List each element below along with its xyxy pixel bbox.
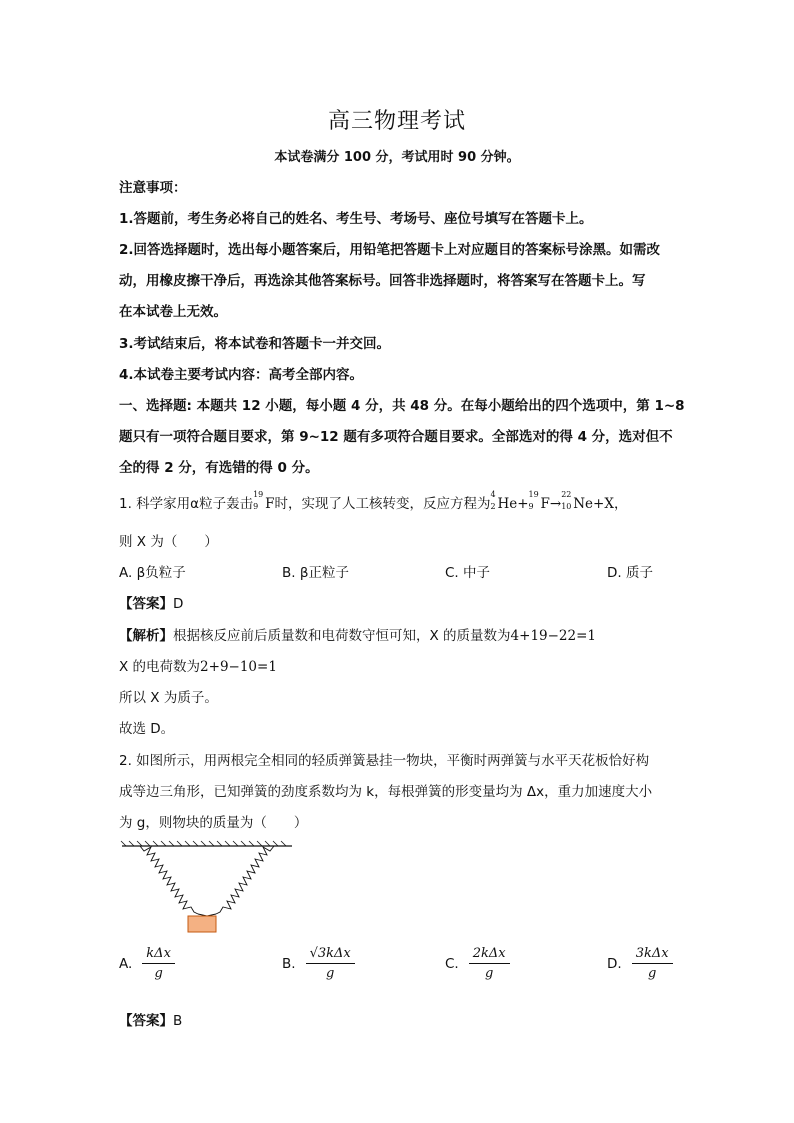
q2-answer-value: B (173, 1013, 183, 1029)
mass-equation: 4+19−22=1 (510, 628, 597, 644)
analysis-tag: 【解析】 (119, 628, 173, 644)
isotope-fluorine: 19 9 F (253, 490, 275, 512)
notice-item-2-line-3: 在本试卷上无效。 (119, 304, 227, 320)
q1-option-b: B. β正粒子 (282, 565, 349, 581)
q1-stem-line-2: 则 X 为（ ） (119, 534, 218, 550)
answer-tag: 【答案】 (119, 1013, 173, 1029)
spring-block-diagram (118, 838, 298, 938)
section-1-instructions-line-2: 题只有一项符合题目要求，第 9~12 题有多项符合题目要求。全部选对的得 4 分，选对但不 (119, 429, 673, 445)
reaction-arrow: → (549, 496, 562, 512)
q1-analysis-line-4: 故选 D。 (119, 721, 175, 737)
q2-stem-line-1: 2. 如图所示，用两根完全相同的轻质弹簧悬挂一物块，平衡时两弹簧与水平天花板恰好构 (119, 753, 650, 769)
right-spring (216, 846, 274, 914)
q2-option-a-fraction: $\frac{\text{kΔx}}{g}$ (142, 946, 175, 981)
q1-analysis-line-1: 【解析】根据核反应前后质量数和电荷数守恒可知，X 的质量数为4+19−22=1 (119, 628, 597, 644)
answer-tag: 【答案】 (119, 596, 173, 612)
left-spring (140, 846, 198, 914)
section-1-instructions-line-1: 一、选择题: 本题共 12 小题，每小题 4 分，共 48 分。在每小题给出的四个选项中，第 1~8 (119, 398, 685, 414)
q2-option-a: A. $\frac{\text{kΔx}}{g}$ (119, 946, 175, 981)
q2-option-d: D. $\frac{\text{3kΔx}}{g}$ (607, 946, 673, 981)
section-1-instructions-line-3: 全的得 2 分，有选错的得 0 分。 (119, 460, 319, 476)
block (188, 916, 216, 932)
q2-answer (119, 1009, 679, 1029)
q2-option-b-fraction: $\frac{\text{√3kΔx}}{g}$ (306, 946, 355, 981)
isotope-helium: 4 2 He (490, 490, 518, 512)
ceiling (121, 841, 292, 846)
notice-item-1: 1.答题前，考生务必将自己的姓名、考生号、考场号、座位号填写在答题卡上。 (119, 211, 593, 227)
q1-stem-text-a: 1. 科学家用α粒子轰击 (119, 496, 254, 512)
page-title: 高三物理考试 (327, 109, 466, 134)
q1-stem-text-b: 时，实现了人工核转变，反应方程为 (274, 496, 491, 512)
q1-option-c: C. 中子 (445, 565, 491, 581)
exam-subtitle: 本试卷满分 100 分，考试用时 90 分钟。 (274, 150, 520, 165)
q1-option-a: A. β负粒子 (119, 565, 186, 581)
q1-analysis-line-2: X 的电荷数为2+9−10=1 (119, 659, 277, 675)
notice-item-2-line-1: 2.回答选择题时，选出每小题答案后，用铅笔把答题卡上对应题目的答案标号涂黑。如需改 (119, 242, 661, 258)
charge-equation: 2+9−10=1 (200, 659, 277, 675)
notice-item-2-line-2: 动，用橡皮擦干净后，再选涂其他答案标号。回答非选择题时，将答案写在答题卡上。写 (119, 273, 646, 289)
q2-stem-line-2: 成等边三角形，已知弹簧的劲度系数均为 k，每根弹簧的形变量均为 Δx，重力加速度大小 (119, 784, 653, 800)
isotope-fluorine-eq: 19 9 F (528, 490, 550, 512)
q2-option-d-fraction: $\frac{\text{3kΔx}}{g}$ (632, 946, 673, 981)
notice-heading: 注意事项： (119, 180, 187, 196)
q1-answer (119, 592, 679, 612)
q2-stem-line-3: 为 g，则物块的质量为（ ） (119, 815, 308, 831)
q1-stem-line-1: 1. 科学家用α粒子轰击 19 9 F时，实现了人工核转变，反应方程为 4 2 He+ 19 9 F→ 22 10 Ne+X， (119, 490, 628, 512)
q1-answer-value: D (173, 596, 184, 612)
q2-option-c-fraction: $\frac{\text{2kΔx}}{g}$ (469, 946, 510, 981)
q1-analysis-line-3: 所以 X 为质子。 (119, 690, 218, 706)
isotope-neon: 22 10 Ne (561, 490, 594, 512)
notice-item-4: 4.本试卷主要考试内容：高考全部内容。 (119, 367, 364, 383)
q2-option-c: C. $\frac{\text{2kΔx}}{g}$ (445, 946, 510, 981)
q1-option-d: D. 质子 (607, 565, 653, 581)
q2-option-b: B. $\frac{\text{√3kΔx}}{g}$ (282, 946, 355, 981)
notice-item-3: 3.考试结束后，将本试卷和答题卡一并交回。 (119, 336, 391, 352)
